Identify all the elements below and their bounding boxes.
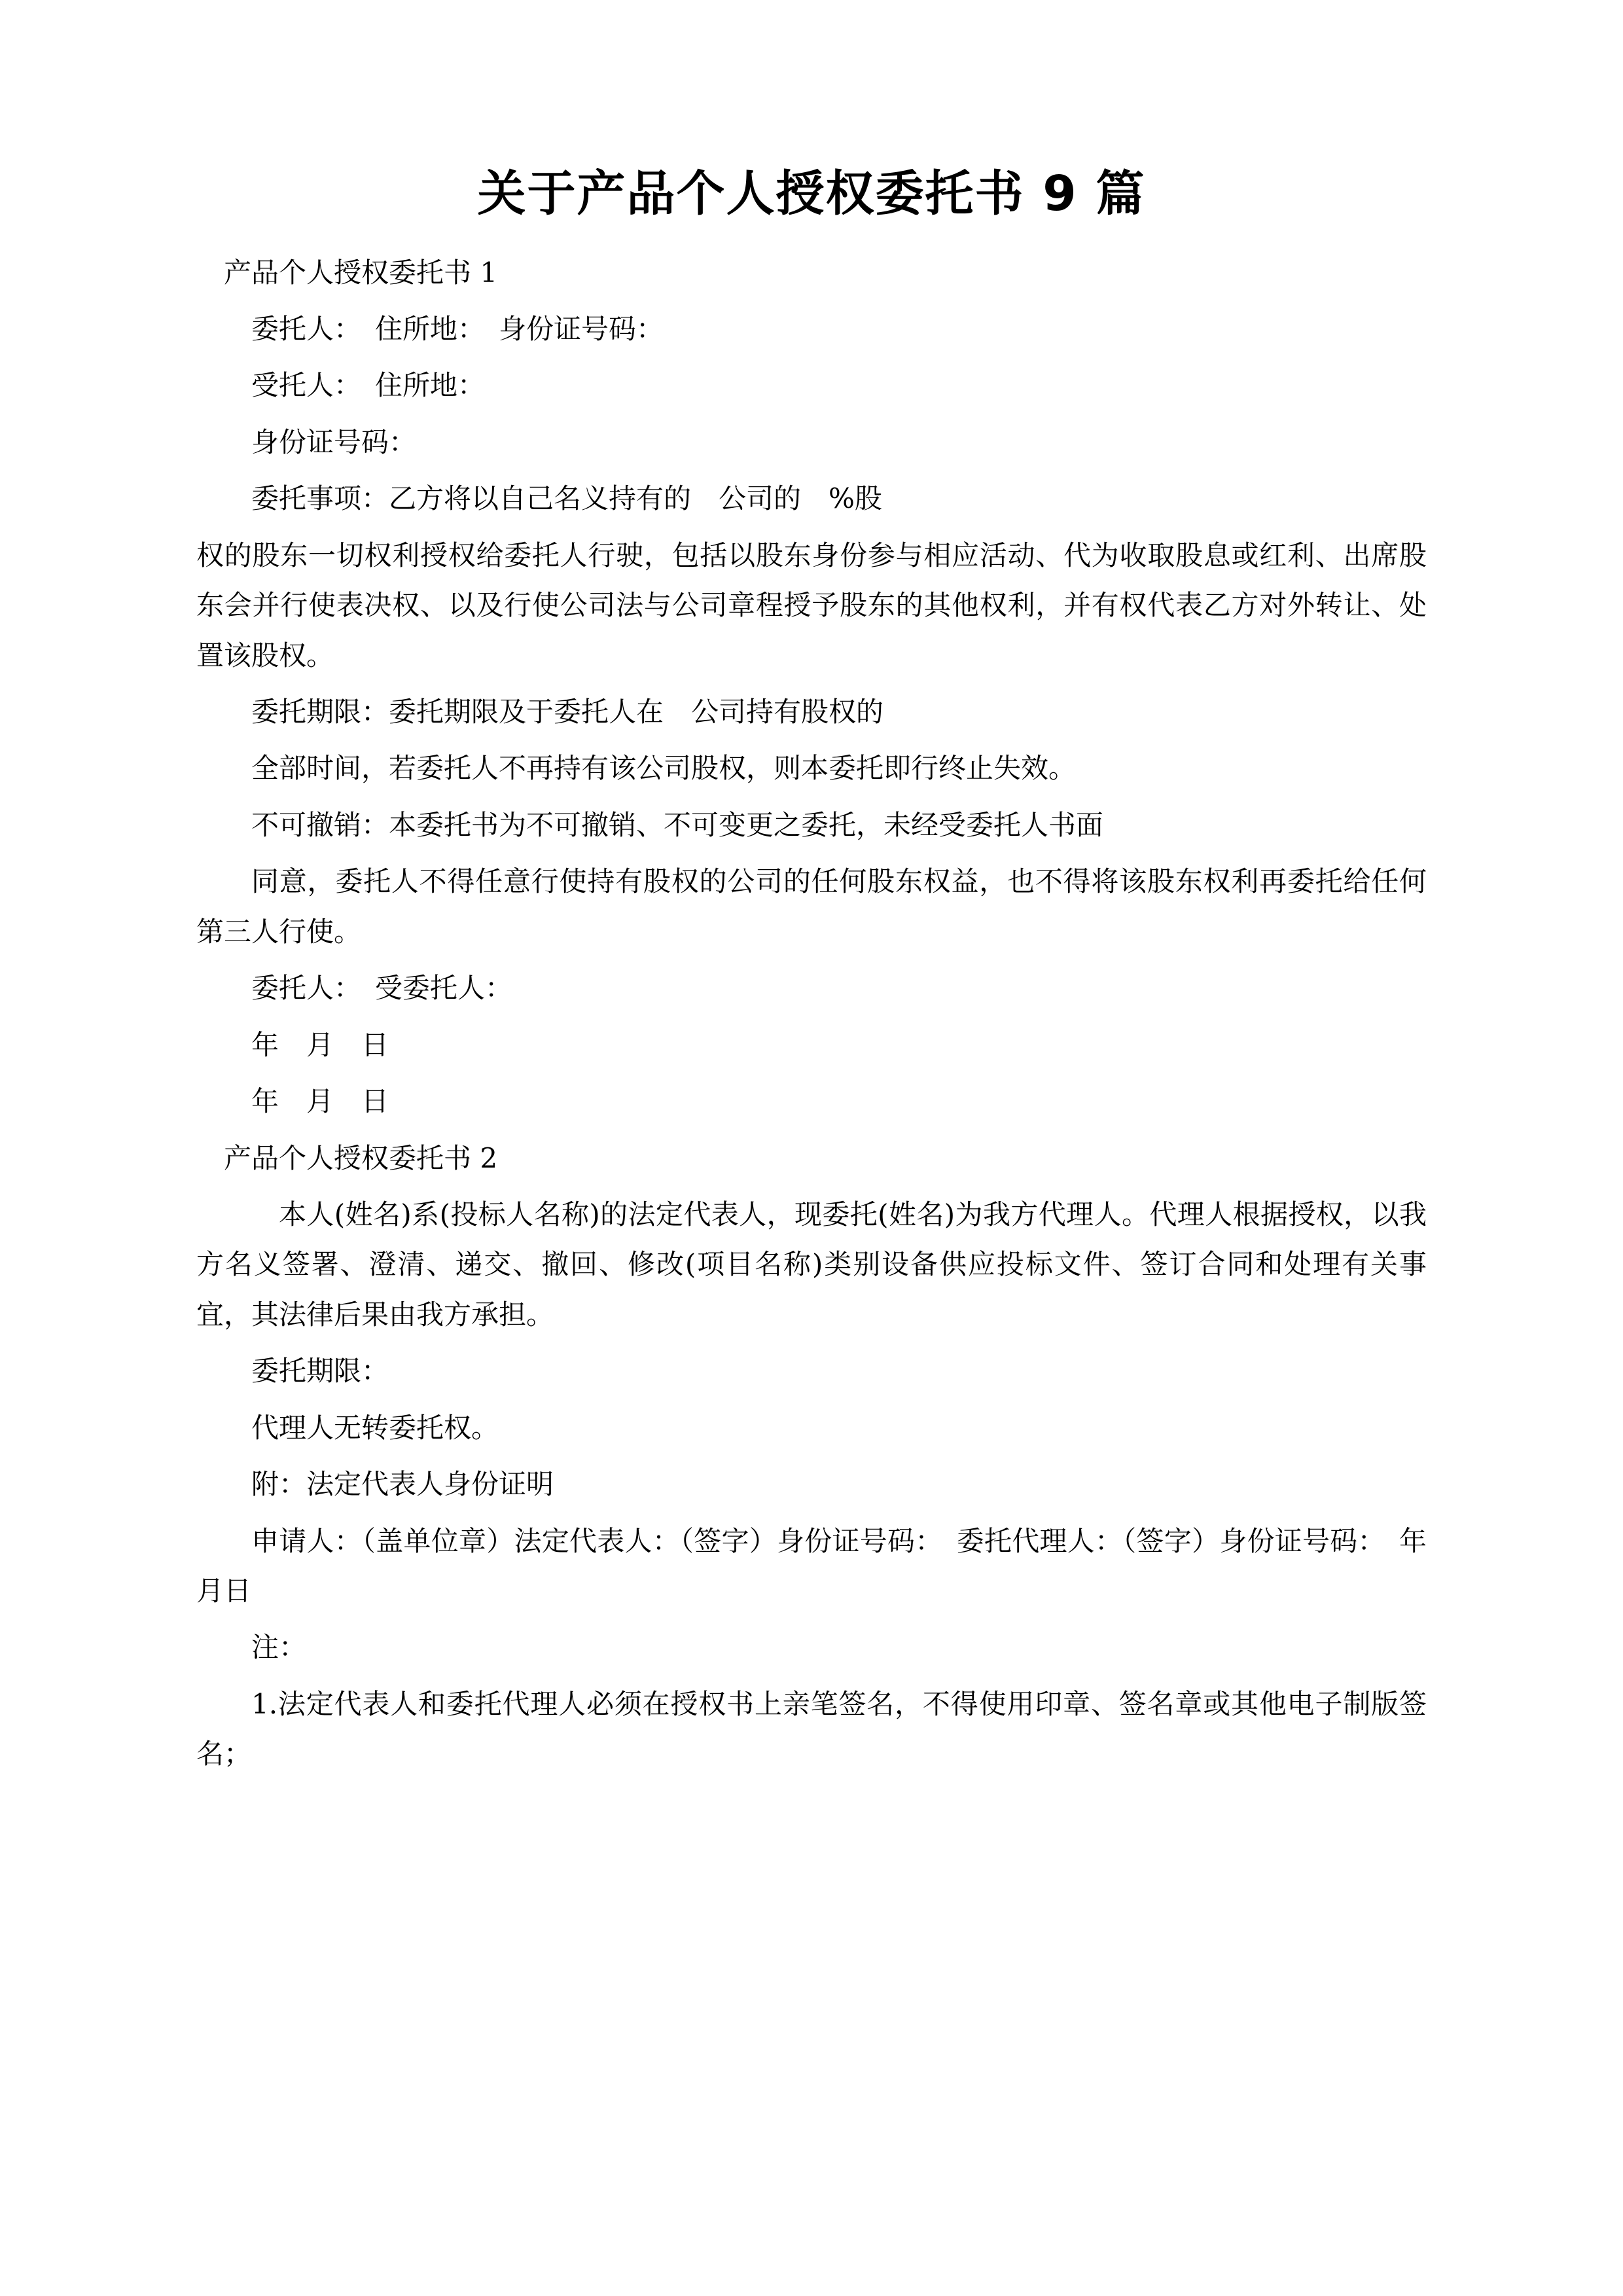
paragraph-attachment: 附：法定代表人身份证明 bbox=[251, 1468, 554, 1501]
page-title: 关于产品个人授权委托书 9 篇 bbox=[477, 166, 1146, 222]
paragraph-id-number: 身份证号码： bbox=[251, 425, 417, 458]
paragraph-applicant: 申请人：（盖单位章）法定代表人：（签字）身份证号码： 委托代理人：（签字）身份证号码： 年月日 bbox=[196, 1524, 1427, 1607]
paragraph-entrust-term: 委托期限：委托期限及于委托人在 公司持有股权的 bbox=[251, 696, 884, 728]
section-heading-2: 产品个人授权委托书 2 bbox=[224, 1141, 498, 1174]
paragraph-entrust-term-cont: 全部时间，若委托人不再持有该公司股权，则本委托即行终止失效。 bbox=[251, 752, 1077, 785]
paragraph-trustee: 受托人： 住所地： bbox=[251, 369, 486, 402]
paragraph-signature-line: 委托人： 受委托人： bbox=[251, 972, 513, 1005]
document-body bbox=[196, 248, 1427, 1780]
paragraph-note-1: 1.法定代表人和委托代理人必须在授权书上亲笔签名，不得使用印章、签名章或其他电子制版签名； bbox=[196, 1687, 1427, 1770]
paragraph-entrust-matter-cont: 权的股东一切权利授权给委托人行驶，包括以股东身份参与相应活动、代为收取股息或红利、出席股东会并行使表决权、以及行使公司法与公司章程授予股东的其他权利，并有权代表乙方对外转让、处置该股权。 bbox=[196, 539, 1427, 672]
paragraph-legal-rep: 本人(姓名)系(投标人名称)的法定代表人，现委托(姓名)为我方代理人。代理人根据授权，以我方名义签署、澄清、递交、撤回、修改(项目名称)类别设备供应投标文件、签订合同和处理有关事宜，其法律后果由我方承担。 bbox=[196, 1198, 1427, 1331]
paragraph-entrust-matter: 委托事项：乙方将以自己名义持有的 公司的 %股 bbox=[251, 482, 882, 515]
section-heading-1: 产品个人授权委托书 1 bbox=[224, 256, 498, 289]
paragraph-irrevocable-cont: 同意，委托人不得任意行使持有股权的公司的任何股东权益，也不得将该股东权利再委托给任何第三人行使。 bbox=[196, 865, 1427, 948]
paragraph-entrust-term-2: 委托期限： bbox=[251, 1355, 389, 1388]
paragraph-irrevocable: 不可撤销：本委托书为不可撤销、不可变更之委托，未经受委托人书面 bbox=[251, 808, 1104, 841]
paragraph-date-1: 年 月 日 bbox=[251, 1028, 389, 1061]
paragraph-no-subdelegation: 代理人无转委托权。 bbox=[251, 1411, 499, 1444]
paragraph-note-label: 注： bbox=[251, 1631, 307, 1664]
paragraph-principal: 委托人： 住所地： 身份证号码： bbox=[251, 312, 664, 345]
paragraph-date-2: 年 月 日 bbox=[251, 1085, 389, 1118]
